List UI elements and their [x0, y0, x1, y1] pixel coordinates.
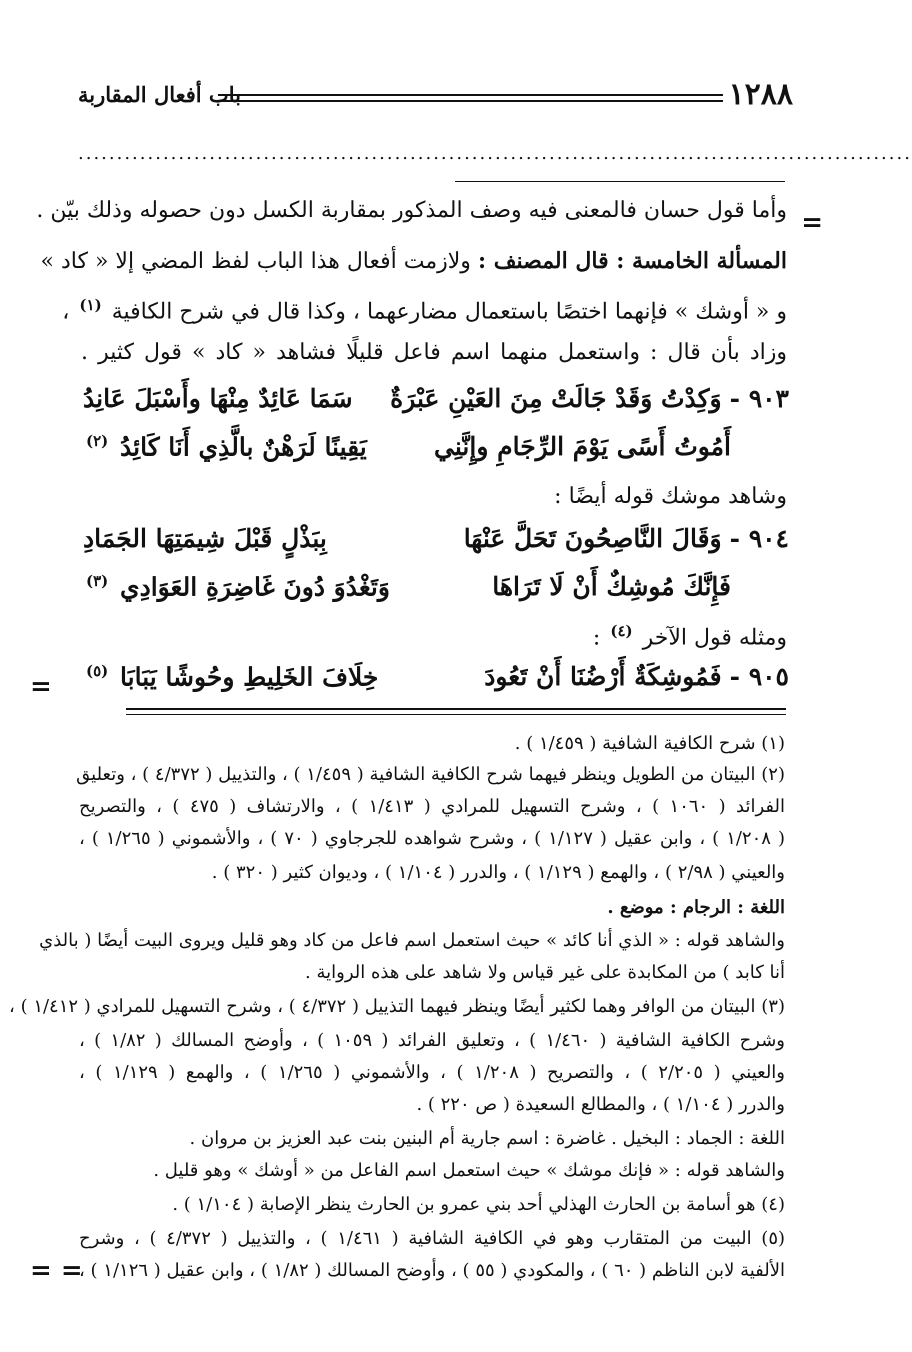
footnote-2-line: ( ١/٢٠٨ ) ، وابن عقيل ( ١/١٢٧ ) ، وشرح شواهده للجرجاوي ( ٧٠ ) ، والأشموني ( ١/٢٦٥ ) ،	[79, 828, 785, 849]
footnote-ref: (١)	[79, 296, 102, 314]
footnote-4: (٤) هو أسامة بن الحارث الهذلي أحد بني عمرو بن الحارث ينظر الإصابة ( ١/١٠٤ ) .	[172, 1194, 785, 1215]
body-text: ومثله قول الآخر	[642, 625, 787, 651]
verse-text: خِلَافَ الخَلِيطِ وحُوشًا يَبَابَا	[120, 662, 379, 692]
footnote-2-evidence: أنا كابد ) من المكابدة على غير قياس ولا شاهد على هذه الرواية .	[305, 962, 785, 983]
verse-number: ٩٠٤ -	[729, 524, 789, 553]
verse-903-line-1	[83, 384, 789, 428]
body-line-5	[81, 484, 787, 510]
verse-hemistich-first: أَمُوتُ أَسًى يَوْمَ الرِّجَامِ وإِنَّنِي	[434, 432, 731, 461]
footnote-ref: (٣)	[86, 572, 109, 590]
header-rule-top	[218, 94, 723, 96]
body-text: وشاهد موشك قوله أيضًا :	[554, 484, 787, 509]
page-number: ١٢٨٨	[728, 77, 793, 112]
footnote-ref: (٢)	[86, 432, 109, 450]
verse-text: يَقِينًا لَرَهْنٌ بالَّذِي أَنَا كَائِدُ	[120, 432, 367, 462]
body-line-6	[81, 622, 787, 652]
verse-text: وَكِدْتُ وَقَدْ جَالَتْ مِنَ العَيْنِ عَبْرَةٌ	[390, 384, 722, 413]
verse-hemistich-second: بِبَذْلٍ قَبْلَ شِيمَتِهَا الجَمَادِ	[83, 524, 327, 553]
verse-hemistich-second: سَمَا عَائِدٌ مِنْهَا وأَسْبَلَ عَانِدُ	[83, 384, 353, 413]
body-text: وأما قول حسان فالمعنى فيه وصف المذكور بمقاربة الكسل دون حصوله وذلك بيّن .	[36, 198, 787, 223]
verse-hemistich-first	[464, 524, 789, 553]
footnote-2-language: اللغة : الرجام : موضع .	[607, 897, 785, 918]
body-line-1	[36, 198, 787, 224]
verse-hemistich-first	[390, 384, 789, 413]
footnote-5-line: الألفية لابن الناظم ( ٦٠ ) ، والمكودي ( ٥٥ ) ، وأوضح المسالك ( ١/٨٢ ) ، وابن عقيل ( ١/١٢٦ ) ،	[79, 1260, 786, 1281]
verse-904-line-1	[83, 524, 789, 568]
body-text: ،	[62, 299, 70, 325]
margin-continuation-mark: = =	[30, 1256, 83, 1286]
header-rule-bottom	[218, 100, 723, 102]
body-text: وزاد بأن قال : واستعمل منهما اسم فاعل قليلًا فشاهد « كاد » قول كثير .	[81, 340, 787, 365]
footnote-rule-top	[126, 708, 786, 710]
body-text: و « أوشك » فإنهما اختصًا باستعمال مضارعهما ، وكذا قال في شرح الكافية	[111, 299, 787, 325]
verse-number: ٩٠٥ -	[729, 662, 789, 691]
footnote-ref: (٤)	[610, 622, 633, 640]
section-rule	[455, 181, 785, 182]
chapter-title: باب أفعال المقاربة	[78, 82, 241, 107]
footnote-ref: (٥)	[86, 662, 109, 680]
margin-continuation-mark: =	[30, 672, 52, 702]
verse-text: فَمُوشِكَةٌ أَرْضُنَا أَنْ تَعُودَ	[484, 662, 722, 691]
verse-904-line-2	[83, 572, 789, 616]
verse-hemistich-second	[83, 662, 378, 691]
verse-hemistich-second	[83, 572, 390, 601]
footnote-2-evidence: والشاهد قوله : « الذي أنا كائد » حيث استعمل اسم فاعل من كاد وهو قليل ويروى البيت أيضًا ( بالذي	[39, 930, 785, 951]
verse-905-line-1	[83, 662, 789, 706]
footnote-2-line: والعيني ( ٢/٩٨ ) ، والهمع ( ١/١٢٩ ) ، والدرر ( ١/١٠٤ ) ، وديوان كثير ( ٣٢٠ ) .	[211, 862, 785, 883]
footnote-1: (١) شرح الكافية الشافية ( ١/٤٥٩ ) .	[514, 733, 785, 754]
verse-hemistich-second	[83, 432, 367, 461]
body-line-4	[81, 340, 787, 366]
footnote-3-line: (٣) البيتان من الوافر وهما لكثير أيضًا وينظر فيهما التذييل ( ٤/٣٧٢ ) ، وشرح التسهيل للمرادي ( ١/٤١٢ ) ،	[9, 996, 785, 1017]
footnote-3-line: وشرح الكافية الشافية ( ١/٤٦٠ ) ، وتعليق الفرائد ( ١٠٥٩ ) ، وأوضح المسالك ( ١/٨٢ ) ،	[79, 1030, 786, 1051]
body-line-2	[40, 248, 787, 275]
footnote-3-language: اللغة : الجماد : البخيل . غاضرة : اسم جارية أم البنين بنت عبد العزيز بن مروان .	[189, 1128, 785, 1149]
verse-number: ٩٠٣ -	[729, 384, 789, 413]
footnote-3-line: والدرر ( ١/١٠٤ ) ، والمطالع السعيدة ( ص ٢٢٠ ) .	[416, 1094, 785, 1115]
body-line-3	[62, 296, 787, 326]
body-text: :	[592, 625, 601, 651]
margin-continuation-mark: =	[801, 208, 823, 238]
footnote-rule-bottom	[126, 714, 786, 715]
dotted-separator: ............................................................................................................	[78, 143, 912, 164]
verse-hemistich-first	[484, 662, 789, 691]
verse-text: وَقَالَ النَّاصِحُونَ تَحَلَّ عَنْهَا	[463, 524, 722, 553]
footnote-3-evidence: والشاهد قوله : « فإنك موشك » حيث استعمل اسم الفاعل من « أوشك » وهو قليل .	[153, 1160, 785, 1181]
footnote-3-line: والعيني ( ٢/٢٠٥ ) ، والتصريح ( ١/٢٠٨ ) ، والأشموني ( ١/٢٦٥ ) ، والهمع ( ١/١٢٩ ) ،	[79, 1062, 785, 1083]
body-text: ولازمت أفعال هذا الباب لفظ المضي إلا « كاد »	[40, 249, 471, 274]
footnote-2-line: الفرائد ( ١٠٦٠ ) ، وشرح التسهيل للمرادي ( ١/٤١٣ ) ، والارتشاف ( ٤٧٥ ) ، والتصريح	[79, 796, 786, 817]
verse-text: وَتَغْدُوَ دُونَ غَاضِرَةِ العَوَادِي	[120, 572, 390, 602]
issue-label: المسألة الخامسة : قال المصنف :	[477, 248, 787, 274]
footnote-2-line: (٢) البيتان من الطويل وينظر فيهما شرح الكافية الشافية ( ١/٤٥٩ ) ، والتذييل ( ٤/٣٧٢ ) ، وتعليق	[76, 764, 785, 785]
verse-903-line-2	[83, 432, 789, 476]
verse-hemistich-first: فَإِنَّكَ مُوشِكٌ أَنْ لَا تَرَاهَا	[492, 572, 731, 601]
footnote-5-line: (٥) البيت من المتقارب وهو في الكافية الشافية ( ١/٤٦١ ) ، والتذييل ( ٤/٣٧٢ ) ، وشرح	[79, 1228, 786, 1249]
